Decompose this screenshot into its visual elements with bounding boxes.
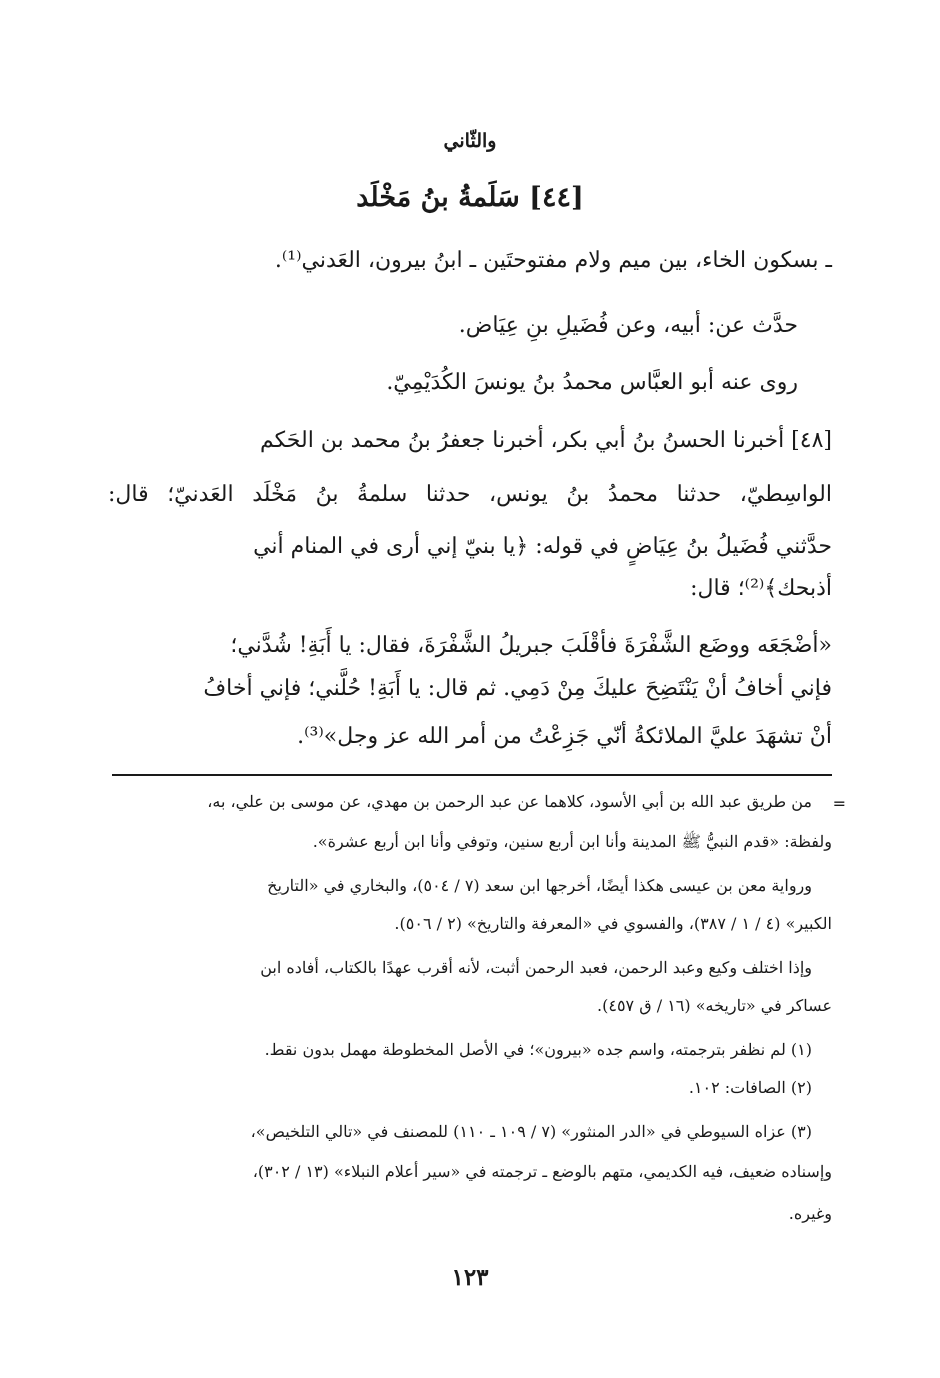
section-intro: والثّاني (443, 130, 497, 152)
footnote-line: (٣) عزاه السيوطي في «الدر المنثور» (٧ / ١٠٩ ـ ١١٠) للمصنف في «تالي التلخيص»، (250, 1122, 812, 1141)
body-line: ـ بسكون الخاء، بين ميم ولام مفتوحتَين ـ ابنُ بيرون، العَدني⁽¹⁾. (274, 248, 832, 273)
footnote-separator (112, 774, 832, 776)
body-line: حدَّثني فُضَيلُ بنُ عِيَاضٍ في قوله: ﴿يا بنيّ إني أرى في المنام أني (253, 534, 832, 559)
footnote-line: (١) لم نظفر بترجمته، واسم جده «بيرون»؛ في الأصل المخطوطة مهمل بدون نقط. (264, 1040, 812, 1059)
body-line: فإني أخافُ أنْ يَنْتَضِحَ عليكَ مِنْ دَمِي. ثم قال: يا أَبَةِ! حُلَّني؛ فإني أخافُ (203, 676, 832, 701)
body-line: الواسِطيّ، حدثنا محمدُ بنُ يونس، حدثنا سلمةُ بنُ مَخْلَد العَدنيّ؛ قال: (108, 482, 832, 507)
footnote-line: وغيره. (788, 1204, 832, 1223)
entry-title: [٤٤] سَلَمةُ بنُ مَخْلَد (356, 182, 584, 213)
body-line: حدَّث عن: أبيه، وعن فُضَيلِ بنِ عِيَاض. (458, 313, 798, 338)
footnote-line: ولفظة: «قدم النبيُّ ﷺ المدينة وأنا ابن أربع سنين، وتوفي وأنا ابن أربع عشرة». (312, 832, 832, 851)
footnote-line: ورواية معن بن عيسى هكذا أيضًا، أخرجها ابن سعد (٧ / ٥٠٤)، والبخاري في «التاريخ (267, 876, 812, 895)
continuation-mark: = (832, 794, 846, 813)
body-line: [٤٨] أخبرنا الحسنُ بنُ أبي بكر، أخبرنا جعفرُ بنُ محمد بن الحَكم (260, 428, 832, 453)
footnote-line: وإسناده ضعيف، فيه الكديمي، متهم بالوضع ـ ترجمته في «سير أعلام النبلاء» (١٣ / ٣٠٢)، (252, 1162, 832, 1181)
body-line: أنْ تشهَدَ عليَّ الملائكةُ أنّي جَزِعْتُ من أمر الله عز وجل»⁽³⁾. (297, 724, 832, 749)
body-line: أذبحك﴾⁽²⁾؛ قال: (690, 576, 832, 601)
footnote-line: وإذا اختلف وكيع وعبد الرحمن، فعبد الرحمن أثبت، لأنه أقرب عهدًا بالكتاب، أفاده ابن (260, 958, 812, 977)
page-number: ١٢٣ (451, 1264, 489, 1291)
body-line: «أضْجَعَه ووضَع الشَّفْرَةَ فأقْلَبَ جبريلُ الشَّفْرَةَ، فقال: يا أَبَةِ! شُدَّني؛ (230, 633, 832, 658)
body-line: روى عنه أبو العبَّاس محمدُ بنُ يونسَ الكُدَيْمِيّ. (386, 370, 798, 395)
footnote-line: من طريق عبد الله بن أبي الأسود، كلاهما عن عبد الرحمن بن مهدي، عن موسى بن علي، به، (207, 792, 812, 811)
footnote-line: الكبير» (٤ / ١ / ٣٨٧)، والفسوي في «المعرفة والتاريخ» (٢ / ٥٠٦). (394, 914, 832, 933)
footnote-line: عساكر في «تاريخه» (١٦ / ق ٤٥٧). (597, 996, 832, 1015)
footnote-line: (٢) الصافات: ١٠٢. (688, 1078, 812, 1097)
